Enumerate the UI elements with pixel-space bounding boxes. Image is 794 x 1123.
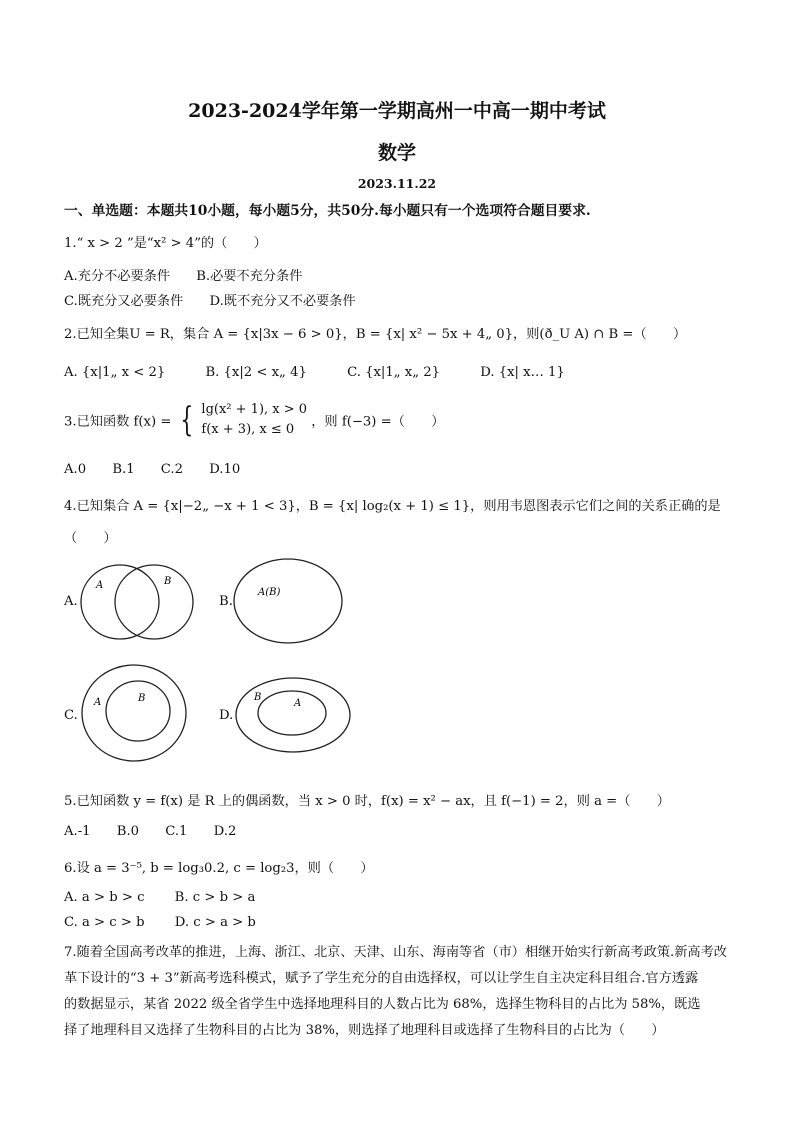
- q5-option-a: A.-1: [64, 824, 91, 839]
- q3-piecewise: [201, 400, 307, 440]
- q7-line4: 择了地理科目又选择了生物科目的占比为 38%，则选择了地理科目或选择了生物科目的占比为（ ）: [64, 1023, 665, 1038]
- q4-stem: 4.已知集合 A = {x|−2„ −x + 1 < 3}，B = {x| log₂(x + 1) ≤ 1}，则用韦恩图表示它们之间的关系正确的是: [64, 499, 721, 514]
- q4-option-b-label: B.: [219, 594, 233, 609]
- q3-piece2: f(x + 3), x ≤ 0: [201, 422, 295, 437]
- q2-option-c: C. {x|1„ x„ 2}: [347, 365, 441, 380]
- q6-option-d: D. c > a > b: [174, 915, 256, 930]
- venn-d-label-b: B: [254, 692, 262, 703]
- q6-option-c: C. a > c > b: [64, 915, 145, 930]
- q1-options-row2: [64, 290, 378, 309]
- venn-d-inner: [258, 691, 326, 735]
- q6-option-b: B. c > b > a: [174, 890, 256, 905]
- q3-options: [64, 462, 262, 477]
- section-heading: 一、单选题：本题共10小题，每小题5分，共50分.每小题只有一个选项符合题目要求.: [64, 203, 591, 219]
- venn-d-outer: [236, 678, 350, 752]
- q7-line1: 7.随着全国高考改革的推进，上海、浙江、北京、天津、山东、海南等省（市）相继开始实行新高考政策.新高考改: [64, 945, 727, 960]
- q2-option-a: A. {x|1„ x < 2}: [64, 365, 166, 380]
- q4-option-c-label: C.: [64, 708, 78, 723]
- q5-option-b: B.0: [116, 824, 140, 839]
- q1-options-row1: [64, 265, 324, 284]
- q4-option-d-label: D.: [219, 708, 234, 723]
- q1-option-b: B.必要不充分条件: [196, 269, 303, 284]
- q1-stem: 1.“ x > 2 ”是“x² > 4”的（ ）: [64, 236, 267, 251]
- q3-prefix: 3.已知函数 f(x) =: [64, 414, 172, 430]
- venn-a-label-a: A: [96, 580, 104, 591]
- q1-option-a: A.充分不必要条件: [64, 269, 171, 284]
- q5-stem: 5.已知函数 y = f(x) 是 R 上的偶函数，当 x > 0 时，f(x) = x² − ax，且 f(−1) = 2，则 a =（ ）: [64, 794, 670, 809]
- venn-a-circle-b: [115, 565, 193, 639]
- q4-stem-cont: （ ）: [64, 531, 117, 546]
- venn-d-label-a: A: [294, 698, 302, 709]
- venn-c-inner: [106, 681, 170, 741]
- venn-option-b: [232, 557, 344, 645]
- q3-option-a: A.0: [64, 462, 87, 477]
- venn-a-label-b: B: [164, 576, 172, 587]
- venn-b-ellipse: [234, 559, 342, 643]
- q2-stem: 2.已知全集U = R，集合 A = {x|3x − 6 > 0}，B = {x| x² − 5x + 4„ 0}，则(ð_U A) ∩ B =（ ）: [64, 327, 687, 342]
- q3-option-b: B.1: [112, 462, 135, 477]
- venn-a-circle-a: [81, 565, 159, 639]
- q1-option-d: D.既不充分又不必要条件: [209, 294, 356, 309]
- q2-options: [64, 365, 587, 380]
- q3-suffix: ，则 f(−3) =（ ）: [311, 414, 445, 430]
- q7-line3: 的数据显示，某省 2022 级全省学生中选择地理科目的人数占比为 68%，选择生物科目的占比为 58%，既选: [64, 997, 701, 1012]
- q7-line2: 革下设计的“3 + 3”新高考选科模式，赋予了学生充分的自由选择权，可以让学生自主决定科目组合.官方透露: [64, 971, 699, 986]
- q3-piece1: lg(x² + 1), x > 0: [201, 402, 308, 417]
- q1-option-c: C.既充分又必要条件: [64, 294, 184, 309]
- q6-options-row2: [64, 915, 278, 930]
- venn-c-label-b: B: [138, 693, 146, 704]
- venn-c-label-a: A: [94, 697, 102, 708]
- subject-title: 数学: [377, 142, 416, 164]
- venn-option-a: [78, 562, 196, 642]
- venn-b-label: A(B): [258, 587, 281, 598]
- q5-option-c: C.1: [165, 824, 188, 839]
- q6-options-row1: [64, 890, 277, 905]
- q3-stem: [64, 400, 444, 440]
- q3-option-c: C.2: [160, 462, 183, 477]
- exam-date: 2023.11.22: [357, 176, 437, 191]
- exam-title: 2023-2024学年第一学期高州一中高一期中考试: [188, 100, 606, 122]
- q5-options: [64, 824, 258, 839]
- q3-option-d: D.10: [209, 462, 241, 477]
- q2-option-d: D. {x| x… 1}: [480, 365, 565, 380]
- q4-option-a-label: A.: [64, 594, 78, 609]
- q6-option-a: A. a > b > c: [64, 890, 145, 905]
- q5-option-d: D.2: [213, 824, 237, 839]
- q2-option-b: B. {x|2 < x„ 4}: [205, 365, 307, 380]
- venn-option-d: [234, 676, 352, 754]
- q6-stem: 6.设 a = 3⁻⁵, b = log₃0.2, c = log₂3，则（ ）: [64, 861, 374, 876]
- brace-symbol: {: [179, 400, 193, 440]
- venn-option-c: [80, 663, 188, 763]
